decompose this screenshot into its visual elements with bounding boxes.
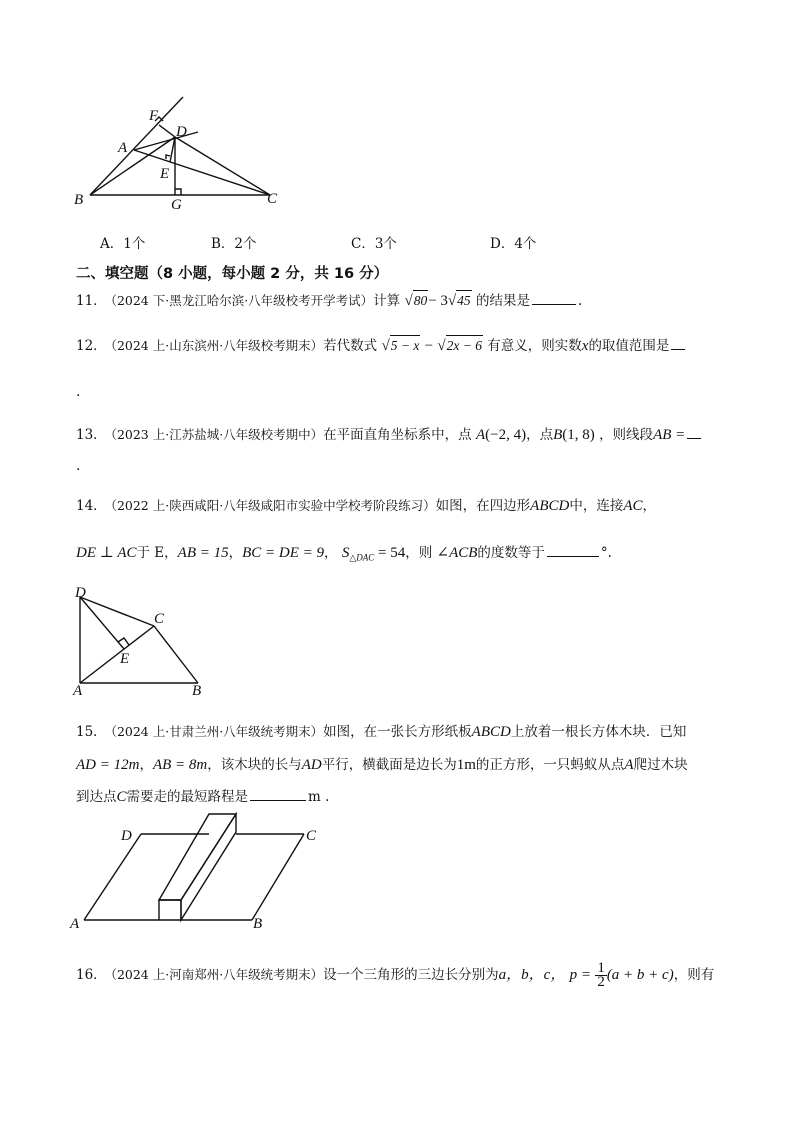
label-e: E <box>160 166 170 182</box>
q12-dot: . <box>76 384 81 400</box>
label-a: A <box>118 140 128 156</box>
edge-da <box>84 834 141 920</box>
segment-bc <box>154 626 198 683</box>
segment-ac <box>80 626 154 683</box>
label-g: G <box>171 197 182 212</box>
question-11: 11． （2024 下·黑龙江哈尔滨·八年级校考开学考试）计算 √80− 3√45 的结果是 . <box>76 290 582 311</box>
label-a: A <box>70 916 80 932</box>
segment-fd <box>159 125 175 137</box>
question-16: 16． （2024 上·河南郑州·八年级统考期末）设一个三角形的三边长分别为a，b，c， p = $\frac{1}{2}$ (a + b + c)，则有 <box>76 960 715 990</box>
label-c: C <box>306 828 317 844</box>
question-15: 15． （2024 上·甘肃兰州·八年级统考期末）如图，在一张长方形纸板ABCD上放着一根长方体木块．已知 <box>76 724 687 740</box>
board-block-figure <box>66 812 336 932</box>
label-d: D <box>121 828 132 844</box>
option-c: C．3个 <box>351 236 397 252</box>
answer-blank-13 <box>687 424 701 439</box>
fraction-half: $\frac{1}{2}$ <box>597 960 605 990</box>
block-side-face <box>181 814 236 920</box>
question-12: 12． （2024 上·山东滨州·八年级校考期末）若代数式 √5 − x − √2x − 6 有意义，则实数x的取值范围是 <box>76 335 687 356</box>
question-14: 14． （2022 上·陕西咸阳·八年级咸阳市实验中学校考阶段练习）如图，在四边形ABCD中，连接AC， <box>76 498 657 514</box>
answer-blank-15 <box>250 786 306 801</box>
label-c: C <box>267 191 278 207</box>
question-13: 13． （2023 上·江苏盐城·八年级校考期中）在平面直角坐标系中，点 A(−2, 4)，点B(1, 8) ，则线段AB = <box>76 424 703 445</box>
edge-cb <box>252 834 304 920</box>
question-14-line2: DE ⊥ AC于 E，AB = 15，BC = DE = 9， $S_{\triangle DAC} = 54$，则 ∠ACB的度数等于 °. <box>76 542 612 568</box>
segment-ad-extended <box>134 132 198 150</box>
answer-blank-11 <box>532 290 576 305</box>
segment-de <box>170 137 175 162</box>
segment-ac <box>134 150 270 195</box>
label-b: B <box>74 192 84 208</box>
triangle-figure <box>70 92 290 212</box>
label-e: E <box>120 651 130 667</box>
option-d: D．4个 <box>490 236 537 252</box>
right-angle-e <box>166 155 170 159</box>
section-heading: 二、填空题（8 小题，每小题 2 分，共 16 分） <box>76 266 389 282</box>
question-15-line2: AD = 12m，AB = 8m，该木块的长与AD平行，横截面是边长为1m的正方形，一只蚂蚁从点A爬过木块 <box>76 757 688 773</box>
label-d: D <box>176 124 187 140</box>
q13-dot: . <box>76 458 81 474</box>
block-top-face <box>159 814 236 900</box>
label-f: F <box>149 108 159 124</box>
segment-dc <box>175 137 270 195</box>
option-b: B．2个 <box>211 236 257 252</box>
right-angle-g <box>175 189 181 195</box>
label-b: B <box>253 916 263 932</box>
answer-blank-14 <box>547 542 599 557</box>
block-front-face <box>159 900 181 920</box>
segment-de <box>80 597 124 649</box>
label-d: D <box>75 585 86 601</box>
answer-blank-12 <box>671 335 685 350</box>
option-a: A．1个 <box>100 236 146 252</box>
label-a: A <box>73 683 83 699</box>
label-b: B <box>192 683 202 699</box>
segment-dc <box>80 597 154 626</box>
question-15-line3: 到达点C需要走的最短路程是 m . <box>76 786 329 807</box>
label-c: C <box>154 611 165 627</box>
quadrilateral-figure <box>68 585 218 700</box>
